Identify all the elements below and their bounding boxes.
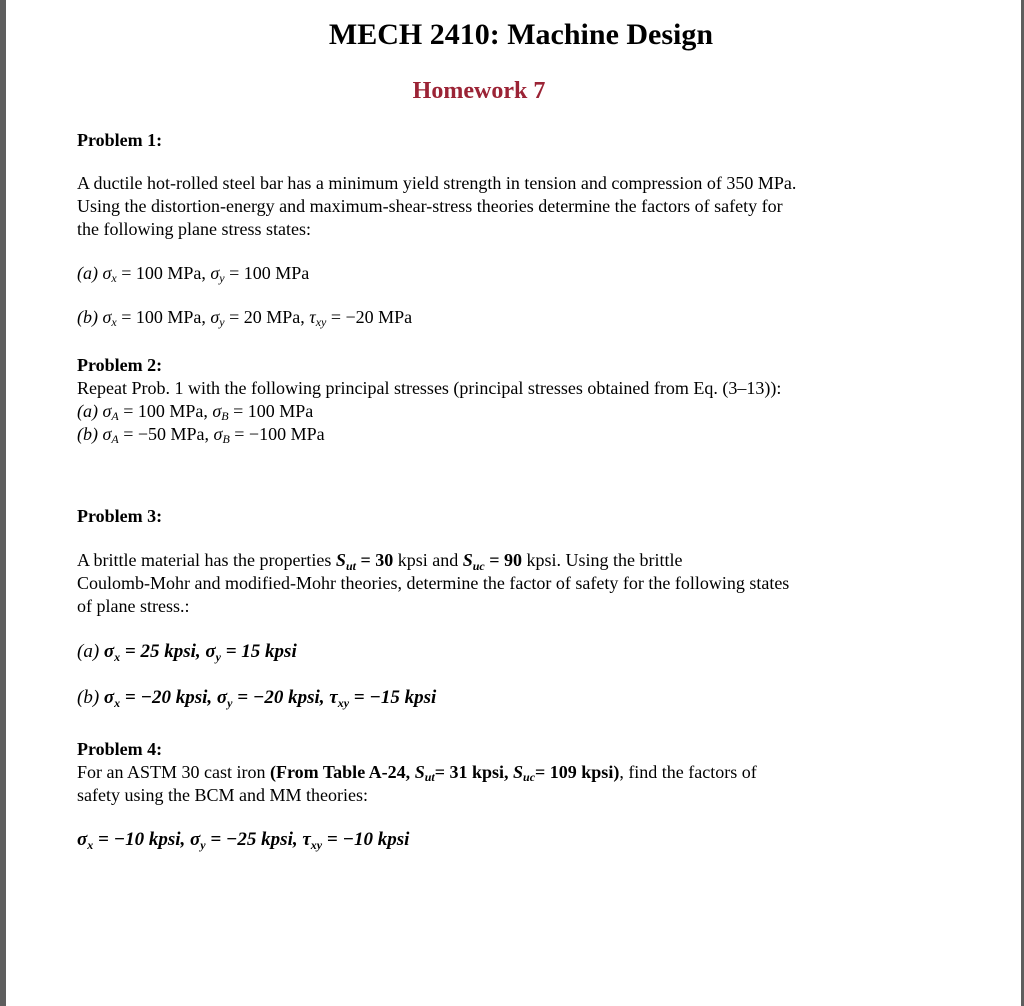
problem-1-text-line: A ductile hot-rolled steel bar has a minimum yield strength in tension and compression of 350 MPa. bbox=[77, 173, 797, 193]
problem-2-part-a: (a) σA = 100 MPa, σB = 100 MPa bbox=[77, 401, 314, 423]
sigma-x-value: = −10 kpsi, bbox=[98, 829, 186, 850]
sut-value: = 31 kpsi, bbox=[434, 762, 509, 782]
document-page bbox=[6, 0, 1021, 1006]
sigma-y-value: = 15 kpsi bbox=[225, 641, 297, 662]
problem-3-text-line: Coulomb-Mohr and modified-Mohr theories, determine the factor of safety for the following states bbox=[77, 573, 790, 593]
problem-1-part-a: (a) σx = 100 MPa, σy = 100 MPa bbox=[77, 263, 310, 285]
sigma-y-value: = −20 kpsi, bbox=[237, 687, 325, 708]
suc-value: = 109 kpsi) bbox=[535, 762, 620, 782]
text-fragment: kpsi and bbox=[397, 550, 459, 570]
text-fragment: (From Table A-24, bbox=[270, 762, 411, 782]
text-fragment: , find the factors of bbox=[619, 762, 757, 782]
part-label: (a) bbox=[77, 401, 98, 421]
problem-1-text-line: the following plane stress states: bbox=[77, 219, 311, 239]
document-title: MECH 2410: Machine Design bbox=[328, 18, 714, 51]
sigma-x-value: = −20 kpsi, bbox=[124, 687, 213, 708]
sut-value: = 30 bbox=[360, 550, 394, 570]
sigma-b-value: = 100 MPa bbox=[233, 401, 314, 421]
sigma-a-value: = 100 MPa, bbox=[123, 401, 208, 421]
part-label: (b) bbox=[77, 307, 98, 327]
problem-1-heading: Problem 1: bbox=[77, 130, 163, 150]
suc-value: = 90 bbox=[489, 550, 522, 570]
sigma-y-value: = −25 kpsi, bbox=[210, 829, 298, 850]
part-label: (b) bbox=[77, 687, 100, 708]
problem-3-text-line: A brittle material has the properties $S_{ut} = 30$ kpsi and $S_{uc} = 90$ kpsi. Using the brittle bbox=[77, 550, 683, 573]
sigma-x-value: = 100 MPa, bbox=[121, 307, 206, 327]
sigma-y-value: = 100 MPa bbox=[229, 263, 310, 283]
problem-4-equation: $\sigma_x = -10$ kpsi, $\sigma_y = -25$ kpsi, $\tau_{xy} = -10$ kpsi bbox=[77, 829, 410, 852]
problem-3-part-a: (a) $\sigma_x = 25$ kpsi, $\sigma_y = 15$ kpsi bbox=[77, 641, 297, 664]
problem-2-text: Repeat Prob. 1 with the following principal stresses (principal stresses obtained from Eq. (3–13)): bbox=[77, 378, 782, 398]
sigma-x-value: = 100 MPa, bbox=[121, 263, 206, 283]
problem-4-text-line: For an ASTM 30 cast iron (From Table A-24, Sut= 31 kpsi, Suc= 109 kpsi), find the factors of bbox=[77, 762, 757, 784]
text-fragment: kpsi. Using the brittle bbox=[526, 550, 683, 570]
problem-3-text-line: of plane stress.: bbox=[77, 596, 190, 616]
tau-xy-value: = −10 kpsi bbox=[326, 829, 410, 850]
sigma-a-value: = −50 MPa, bbox=[123, 424, 210, 444]
sigma-b-value: = −100 MPa bbox=[234, 424, 325, 444]
problem-4-heading: Problem 4: bbox=[77, 739, 163, 759]
problem-2-heading: Problem 2: bbox=[77, 355, 163, 375]
problem-1-part-b: (b) σx = 100 MPa, σy = 20 MPa, τxy = −20 MPa bbox=[77, 307, 413, 329]
document-subtitle: Homework 7 bbox=[412, 78, 546, 104]
text-fragment: For an ASTM 30 cast iron bbox=[77, 762, 266, 782]
tau-xy-value: = −15 kpsi bbox=[353, 687, 437, 708]
problem-2-part-b: (b) σA = −50 MPa, σB = −100 MPa bbox=[77, 424, 325, 446]
text-fragment: A brittle material has the properties bbox=[77, 550, 332, 570]
sigma-x-value: = 25 kpsi, bbox=[124, 641, 201, 662]
part-label: (a) bbox=[77, 641, 100, 662]
problem-4-text-line: safety using the BCM and MM theories: bbox=[77, 785, 368, 805]
sigma-y-value: = 20 MPa, bbox=[229, 307, 305, 327]
problem-1-text-line: Using the distortion-energy and maximum-shear-stress theories determine the factors of safety for bbox=[77, 196, 783, 216]
part-label: (b) bbox=[77, 424, 98, 444]
tau-xy-value: = −20 MPa bbox=[330, 307, 413, 327]
problem-3-part-b: (b) $\sigma_x = -20$ kpsi, $\sigma_y = -20$ kpsi, $\tau_{xy} = -15$ kpsi bbox=[77, 687, 437, 710]
part-label: (a) bbox=[77, 263, 98, 283]
problem-3-heading: Problem 3: bbox=[77, 506, 163, 526]
